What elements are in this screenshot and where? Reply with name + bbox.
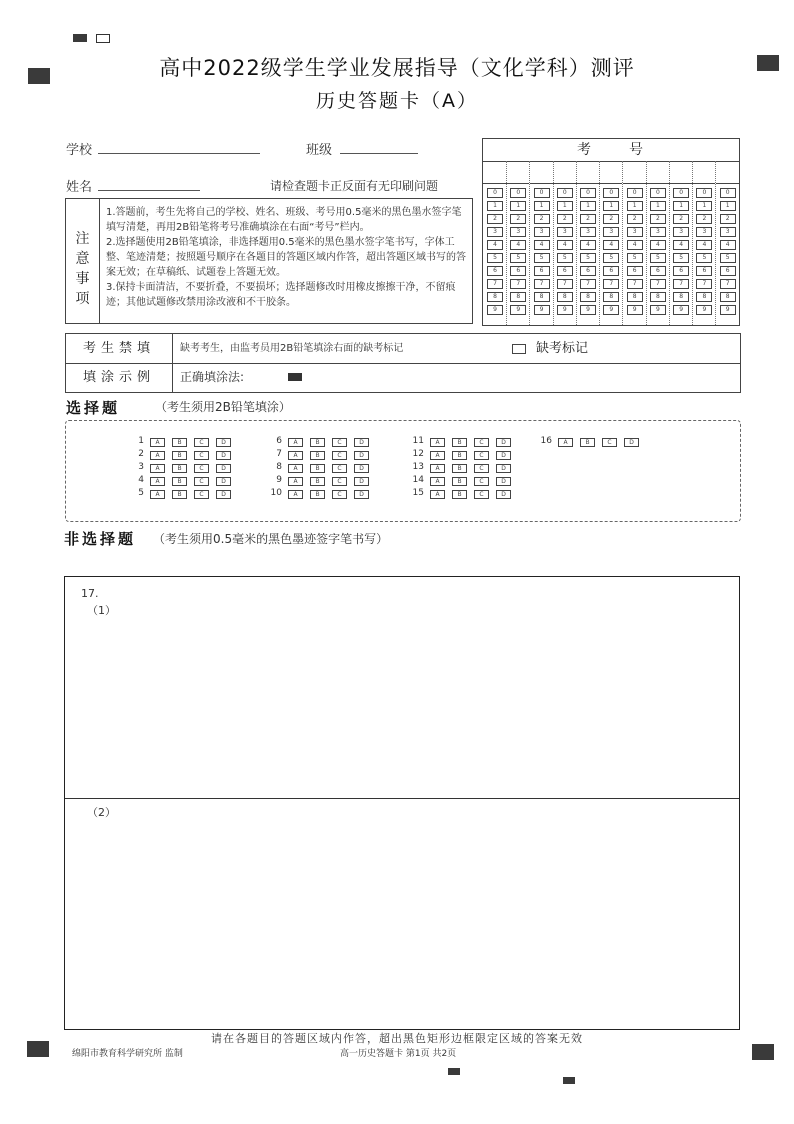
exam-digit-bubble[interactable]: 1 xyxy=(603,201,619,211)
exam-digit-bubble[interactable]: 5 xyxy=(487,253,503,263)
exam-number-write-cell[interactable] xyxy=(483,161,506,184)
page-subtitle: 历史答题卡（A） xyxy=(316,90,478,112)
question-number: 5 xyxy=(138,488,144,498)
exam-digit-bubble[interactable]: 2 xyxy=(603,214,619,224)
exam-digit-bubble[interactable]: 2 xyxy=(557,214,573,224)
exam-number-header: 考 号 xyxy=(483,139,739,162)
exam-digit-bubble[interactable]: 6 xyxy=(510,266,526,276)
option-bubble[interactable]: B xyxy=(172,438,187,447)
part-1-label: （1） xyxy=(87,604,116,617)
exam-digit-bubble[interactable]: 4 xyxy=(673,240,689,250)
exam-digit-bubble[interactable]: 9 xyxy=(673,305,689,315)
exam-digit-bubble[interactable]: 3 xyxy=(696,227,712,237)
exam-digit-bubble[interactable]: 5 xyxy=(603,253,619,263)
question-number: 1 xyxy=(138,436,144,446)
exam-digit-bubble[interactable]: 9 xyxy=(557,305,573,315)
option-bubble[interactable]: B xyxy=(310,464,325,473)
option-bubble[interactable]: D xyxy=(496,438,511,447)
exam-number-column xyxy=(623,161,647,325)
exam-digit-bubble[interactable]: 7 xyxy=(627,279,643,289)
option-bubble[interactable]: B xyxy=(580,438,595,447)
page-title: 高中2022级学生学业发展指导（文化学科）测评 xyxy=(159,56,635,80)
exam-digit-bubble[interactable]: 2 xyxy=(580,214,596,224)
exam-digit-bubble[interactable]: 4 xyxy=(720,240,736,250)
question-number: 4 xyxy=(138,475,144,485)
exam-number-column xyxy=(576,161,600,325)
registration-mark xyxy=(752,1044,774,1060)
forbidden-label: 考生禁填 xyxy=(66,334,173,363)
choice-section-note: （考生须用2B铅笔填涂） xyxy=(155,400,291,414)
exam-digit-bubble[interactable]: 3 xyxy=(627,227,643,237)
exam-digit-bubble[interactable]: 2 xyxy=(650,214,666,224)
option-bubble[interactable]: D xyxy=(354,477,369,486)
notice-item: 1.答题前，考生先将自己的学校、姓名、班级、考号用0.5毫米的黑色墨水签字笔填写清楚，再用2B铅笔将考号准确填涂在右面“考号”栏内。 xyxy=(106,207,462,233)
question-number: 15 xyxy=(412,488,424,498)
exam-digit-bubble[interactable]: 1 xyxy=(720,201,736,211)
exam-digit-bubble[interactable]: 8 xyxy=(557,292,573,302)
exam-number-column xyxy=(646,161,670,325)
option-bubble[interactable]: B xyxy=(172,464,187,473)
exam-digit-bubble[interactable]: 2 xyxy=(487,214,503,224)
option-bubble[interactable]: B xyxy=(172,490,187,499)
exam-digit-bubble[interactable]: 0 xyxy=(603,188,619,198)
option-bubble[interactable]: A xyxy=(150,451,165,460)
fill-example-text: 正确填涂法: xyxy=(180,370,245,384)
exam-digit-bubble[interactable]: 3 xyxy=(557,227,573,237)
exam-digit-bubble[interactable]: 1 xyxy=(534,201,550,211)
exam-digit-bubble[interactable]: 8 xyxy=(720,292,736,302)
option-bubble[interactable]: D xyxy=(216,477,231,486)
question-number: 11 xyxy=(412,436,424,446)
exam-digit-bubble[interactable]: 6 xyxy=(487,266,503,276)
exam-digit-bubble[interactable]: 4 xyxy=(696,240,712,250)
exam-digit-bubble[interactable]: 7 xyxy=(650,279,666,289)
choice-section-title: 选择题 xyxy=(66,399,121,417)
exam-number-write-cell[interactable] xyxy=(553,161,576,184)
option-bubble[interactable]: A xyxy=(288,477,303,486)
option-bubble[interactable]: C xyxy=(332,490,347,499)
option-bubble[interactable]: B xyxy=(452,451,467,460)
school-label: 学校 xyxy=(66,143,93,158)
option-bubble[interactable]: D xyxy=(354,438,369,447)
question-number: 17. xyxy=(81,587,99,600)
name-label: 姓名 xyxy=(66,180,93,195)
exam-digit-bubble[interactable]: 0 xyxy=(650,188,666,198)
exam-digit-bubble[interactable]: 8 xyxy=(487,292,503,302)
exam-digit-bubble[interactable]: 4 xyxy=(603,240,619,250)
question-number: 16 xyxy=(540,436,552,446)
question-number: 6 xyxy=(276,436,282,446)
exam-number-write-cell[interactable] xyxy=(692,161,715,184)
option-bubble[interactable]: D xyxy=(216,464,231,473)
question-number: 7 xyxy=(276,449,282,459)
notice-item: 3.保持卡面清洁，不要折叠，不要损坏；选择题修改时用橡皮擦擦干净，不留痕迹；其他试题修改禁用涂改液和不干胶条。 xyxy=(106,282,456,308)
exam-number-column xyxy=(553,161,577,325)
exam-number-column xyxy=(692,161,716,325)
exam-digit-bubble[interactable]: 8 xyxy=(510,292,526,302)
exam-digit-bubble[interactable]: 9 xyxy=(720,305,736,315)
exam-digit-bubble[interactable]: 8 xyxy=(696,292,712,302)
exam-number-write-cell[interactable] xyxy=(716,161,739,184)
question-number: 12 xyxy=(412,449,424,459)
absent-checkbox[interactable] xyxy=(512,344,526,354)
registration-mark xyxy=(448,1068,460,1075)
notice-box xyxy=(65,198,473,324)
option-bubble[interactable]: D xyxy=(624,438,639,447)
exam-number-column xyxy=(669,161,693,325)
exam-digit-bubble[interactable]: 6 xyxy=(534,266,550,276)
exam-digit-bubble[interactable]: 4 xyxy=(650,240,666,250)
exam-digit-bubble[interactable]: 6 xyxy=(627,266,643,276)
option-bubble[interactable]: C xyxy=(194,451,209,460)
choice-answer-area xyxy=(65,420,741,522)
option-bubble[interactable]: A xyxy=(430,490,445,499)
exam-number-write-cell[interactable] xyxy=(623,161,646,184)
exam-digit-bubble[interactable]: 6 xyxy=(673,266,689,276)
option-bubble[interactable]: A xyxy=(430,438,445,447)
exam-number-grid xyxy=(482,138,740,326)
exam-digit-bubble[interactable]: 0 xyxy=(720,188,736,198)
option-bubble[interactable]: D xyxy=(216,438,231,447)
forbidden-text: 缺考考生，由监考员用2B铅笔填涂右面的缺考标记 xyxy=(180,343,404,354)
option-bubble[interactable]: D xyxy=(496,477,511,486)
exam-number-column xyxy=(530,161,554,325)
notice-text xyxy=(106,205,466,310)
exam-number-column xyxy=(716,161,739,325)
option-bubble[interactable]: C xyxy=(474,477,489,486)
option-bubble[interactable]: D xyxy=(354,451,369,460)
option-bubble[interactable]: B xyxy=(172,477,187,486)
exam-digit-bubble[interactable]: 0 xyxy=(557,188,573,198)
option-bubble[interactable]: C xyxy=(194,477,209,486)
exam-digit-bubble[interactable]: 6 xyxy=(720,266,736,276)
option-bubble[interactable]: C xyxy=(194,490,209,499)
part-divider xyxy=(65,798,739,799)
option-bubble[interactable]: A xyxy=(558,438,573,447)
option-bubble[interactable]: B xyxy=(452,464,467,473)
exam-number-write-cell[interactable] xyxy=(506,161,529,184)
exam-digit-bubble[interactable]: 2 xyxy=(627,214,643,224)
option-bubble[interactable]: A xyxy=(288,490,303,499)
exam-digit-bubble[interactable]: 5 xyxy=(650,253,666,263)
exam-digit-bubble[interactable]: 3 xyxy=(534,227,550,237)
exam-digit-bubble[interactable]: 5 xyxy=(720,253,736,263)
exam-digit-bubble[interactable]: 2 xyxy=(534,214,550,224)
exam-digit-bubble[interactable]: 7 xyxy=(696,279,712,289)
option-bubble[interactable]: B xyxy=(310,438,325,447)
option-bubble[interactable]: C xyxy=(194,464,209,473)
exam-digit-bubble[interactable]: 3 xyxy=(487,227,503,237)
exam-digit-bubble[interactable]: 3 xyxy=(510,227,526,237)
exam-digit-bubble[interactable]: 3 xyxy=(580,227,596,237)
question-number: 10 xyxy=(270,488,282,498)
footer-warning: 请在各题目的答题区域内作答，超出黑色矩形边框限定区域的答案无效 xyxy=(211,1032,583,1045)
exam-number-write-cell[interactable] xyxy=(530,161,553,184)
notice-item: 2.选择题使用2B铅笔填涂，非选择题用0.5毫米的黑色墨水签字笔书写，字体工整、笔迹清楚；按照题号顺序在各题目的答题区域内作答，超出答题区域书写的答案无效；在草稿纸、试题卷上答题无效。 xyxy=(106,237,466,278)
footer-page: 高一历史答题卡 第1页 共2页 xyxy=(340,1049,457,1059)
exam-digit-bubble[interactable]: 1 xyxy=(487,201,503,211)
exam-digit-bubble[interactable]: 3 xyxy=(650,227,666,237)
exam-digit-bubble[interactable]: 6 xyxy=(557,266,573,276)
name-field[interactable] xyxy=(98,190,200,191)
exam-digit-bubble[interactable]: 0 xyxy=(696,188,712,198)
exam-digit-bubble[interactable]: 1 xyxy=(510,201,526,211)
option-bubble[interactable]: A xyxy=(150,438,165,447)
exam-number-write-cell[interactable] xyxy=(669,161,692,184)
question-number: 14 xyxy=(412,475,424,485)
exam-digit-bubble[interactable]: 5 xyxy=(627,253,643,263)
option-bubble[interactable]: B xyxy=(310,451,325,460)
exam-digit-bubble[interactable]: 5 xyxy=(510,253,526,263)
option-bubble[interactable]: A xyxy=(430,464,445,473)
exam-digit-bubble[interactable]: 6 xyxy=(603,266,619,276)
option-bubble[interactable]: D xyxy=(496,490,511,499)
option-bubble[interactable]: C xyxy=(332,464,347,473)
exam-digit-bubble[interactable]: 0 xyxy=(673,188,689,198)
exam-digit-bubble[interactable]: 9 xyxy=(534,305,550,315)
exam-digit-bubble[interactable]: 8 xyxy=(650,292,666,302)
exam-digit-bubble[interactable]: 5 xyxy=(580,253,596,263)
question-number: 8 xyxy=(276,462,282,472)
exam-digit-bubble[interactable]: 6 xyxy=(580,266,596,276)
option-bubble[interactable]: A xyxy=(150,490,165,499)
exam-digit-bubble[interactable]: 3 xyxy=(603,227,619,237)
option-bubble[interactable]: A xyxy=(430,451,445,460)
exam-number-column xyxy=(483,161,507,325)
exam-digit-bubble[interactable]: 5 xyxy=(534,253,550,263)
exam-digit-bubble[interactable]: 7 xyxy=(534,279,550,289)
exam-digit-bubble[interactable]: 4 xyxy=(487,240,503,250)
exam-digit-bubble[interactable]: 6 xyxy=(696,266,712,276)
option-bubble[interactable]: C xyxy=(602,438,617,447)
option-bubble[interactable]: C xyxy=(332,438,347,447)
exam-digit-bubble[interactable]: 7 xyxy=(603,279,619,289)
option-bubble[interactable]: D xyxy=(496,464,511,473)
exam-digit-bubble[interactable]: 2 xyxy=(696,214,712,224)
option-bubble[interactable]: C xyxy=(332,477,347,486)
exam-digit-bubble[interactable]: 9 xyxy=(510,305,526,315)
class-field[interactable] xyxy=(340,153,418,154)
exam-digit-bubble[interactable]: 9 xyxy=(627,305,643,315)
exam-digit-bubble[interactable]: 7 xyxy=(510,279,526,289)
registration-mark xyxy=(96,34,110,43)
exam-digit-bubble[interactable]: 3 xyxy=(673,227,689,237)
exam-digit-bubble[interactable]: 9 xyxy=(696,305,712,315)
question-number: 9 xyxy=(276,475,282,485)
question-number: 2 xyxy=(138,449,144,459)
nonchoice-section-note: （考生须用0.5毫米的黑色墨迹签字笔书写） xyxy=(153,532,389,546)
exam-digit-bubble[interactable]: 1 xyxy=(580,201,596,211)
footer-org: 绵阳市教育科学研究所 监制 xyxy=(72,1049,183,1059)
option-bubble[interactable]: D xyxy=(354,490,369,499)
exam-digit-bubble[interactable]: 7 xyxy=(487,279,503,289)
exam-digit-bubble[interactable]: 5 xyxy=(696,253,712,263)
option-bubble[interactable]: D xyxy=(496,451,511,460)
notice-title: 注 意 事 项 xyxy=(66,199,100,323)
option-bubble[interactable]: B xyxy=(452,490,467,499)
exam-digit-bubble[interactable]: 7 xyxy=(720,279,736,289)
option-bubble[interactable]: C xyxy=(474,438,489,447)
option-bubble[interactable]: D xyxy=(216,451,231,460)
exam-digit-bubble[interactable]: 1 xyxy=(627,201,643,211)
exam-digit-bubble[interactable]: 1 xyxy=(673,201,689,211)
exam-digit-bubble[interactable]: 1 xyxy=(696,201,712,211)
part-2-label: （2） xyxy=(87,806,116,819)
exam-digit-bubble[interactable]: 8 xyxy=(534,292,550,302)
option-bubble[interactable]: C xyxy=(332,451,347,460)
exam-digit-bubble[interactable]: 0 xyxy=(487,188,503,198)
option-bubble[interactable]: C xyxy=(474,490,489,499)
exam-digit-bubble[interactable]: 6 xyxy=(650,266,666,276)
question-number: 13 xyxy=(412,462,424,472)
exam-digit-bubble[interactable]: 2 xyxy=(720,214,736,224)
exam-digit-bubble[interactable]: 5 xyxy=(557,253,573,263)
exam-digit-bubble[interactable]: 0 xyxy=(534,188,550,198)
option-bubble[interactable]: A xyxy=(288,451,303,460)
option-bubble[interactable]: B xyxy=(310,477,325,486)
exam-digit-bubble[interactable]: 9 xyxy=(650,305,666,315)
exam-digit-bubble[interactable]: 1 xyxy=(557,201,573,211)
school-field[interactable] xyxy=(98,153,260,154)
exam-digit-bubble[interactable]: 5 xyxy=(673,253,689,263)
exam-digit-bubble[interactable]: 8 xyxy=(603,292,619,302)
answer-box-17[interactable] xyxy=(64,576,740,1030)
option-bubble[interactable]: A xyxy=(150,477,165,486)
exam-digit-bubble[interactable]: 8 xyxy=(580,292,596,302)
candidate-fill-box xyxy=(65,333,741,393)
registration-mark xyxy=(563,1077,575,1084)
option-bubble[interactable]: A xyxy=(288,438,303,447)
exam-digit-bubble[interactable]: 4 xyxy=(534,240,550,250)
exam-digit-bubble[interactable]: 9 xyxy=(487,305,503,315)
exam-digit-bubble[interactable]: 3 xyxy=(720,227,736,237)
registration-mark xyxy=(73,34,87,42)
filled-example-mark xyxy=(288,373,302,381)
exam-number-column xyxy=(506,161,530,325)
exam-digit-bubble[interactable]: 8 xyxy=(673,292,689,302)
absent-mark-label: 缺考标记 xyxy=(536,341,589,356)
option-bubble[interactable]: D xyxy=(354,464,369,473)
exam-number-column xyxy=(599,161,623,325)
option-bubble[interactable]: B xyxy=(172,451,187,460)
exam-digit-bubble[interactable]: 1 xyxy=(650,201,666,211)
nonchoice-section-title: 非选择题 xyxy=(64,530,137,548)
question-number: 3 xyxy=(138,462,144,472)
option-bubble[interactable]: B xyxy=(452,438,467,447)
option-bubble[interactable]: A xyxy=(288,464,303,473)
exam-digit-bubble[interactable]: 0 xyxy=(627,188,643,198)
fill-example-label: 填涂示例 xyxy=(66,363,173,392)
exam-digit-bubble[interactable]: 4 xyxy=(580,240,596,250)
option-bubble[interactable]: A xyxy=(150,464,165,473)
exam-digit-bubble[interactable]: 7 xyxy=(673,279,689,289)
exam-digit-bubble[interactable]: 9 xyxy=(580,305,596,315)
exam-digit-bubble[interactable]: 4 xyxy=(627,240,643,250)
option-bubble[interactable]: C xyxy=(194,438,209,447)
option-bubble[interactable]: B xyxy=(310,490,325,499)
option-bubble[interactable]: B xyxy=(452,477,467,486)
exam-number-write-cell[interactable] xyxy=(576,161,599,184)
exam-digit-bubble[interactable]: 7 xyxy=(557,279,573,289)
exam-digit-bubble[interactable]: 8 xyxy=(627,292,643,302)
exam-digit-bubble[interactable]: 0 xyxy=(580,188,596,198)
option-bubble[interactable]: C xyxy=(474,451,489,460)
exam-digit-bubble[interactable]: 4 xyxy=(510,240,526,250)
exam-number-write-cell[interactable] xyxy=(599,161,622,184)
exam-digit-bubble[interactable]: 2 xyxy=(673,214,689,224)
exam-digit-bubble[interactable]: 2 xyxy=(510,214,526,224)
option-bubble[interactable]: D xyxy=(216,490,231,499)
exam-digit-bubble[interactable]: 4 xyxy=(557,240,573,250)
exam-digit-bubble[interactable]: 9 xyxy=(603,305,619,315)
exam-digit-bubble[interactable]: 7 xyxy=(580,279,596,289)
option-bubble[interactable]: C xyxy=(474,464,489,473)
check-notice: 请检查题卡正反面有无印刷问题 xyxy=(270,179,439,193)
option-bubble[interactable]: A xyxy=(430,477,445,486)
exam-number-write-cell[interactable] xyxy=(646,161,669,184)
exam-digit-bubble[interactable]: 0 xyxy=(510,188,526,198)
class-label: 班级 xyxy=(306,143,333,158)
